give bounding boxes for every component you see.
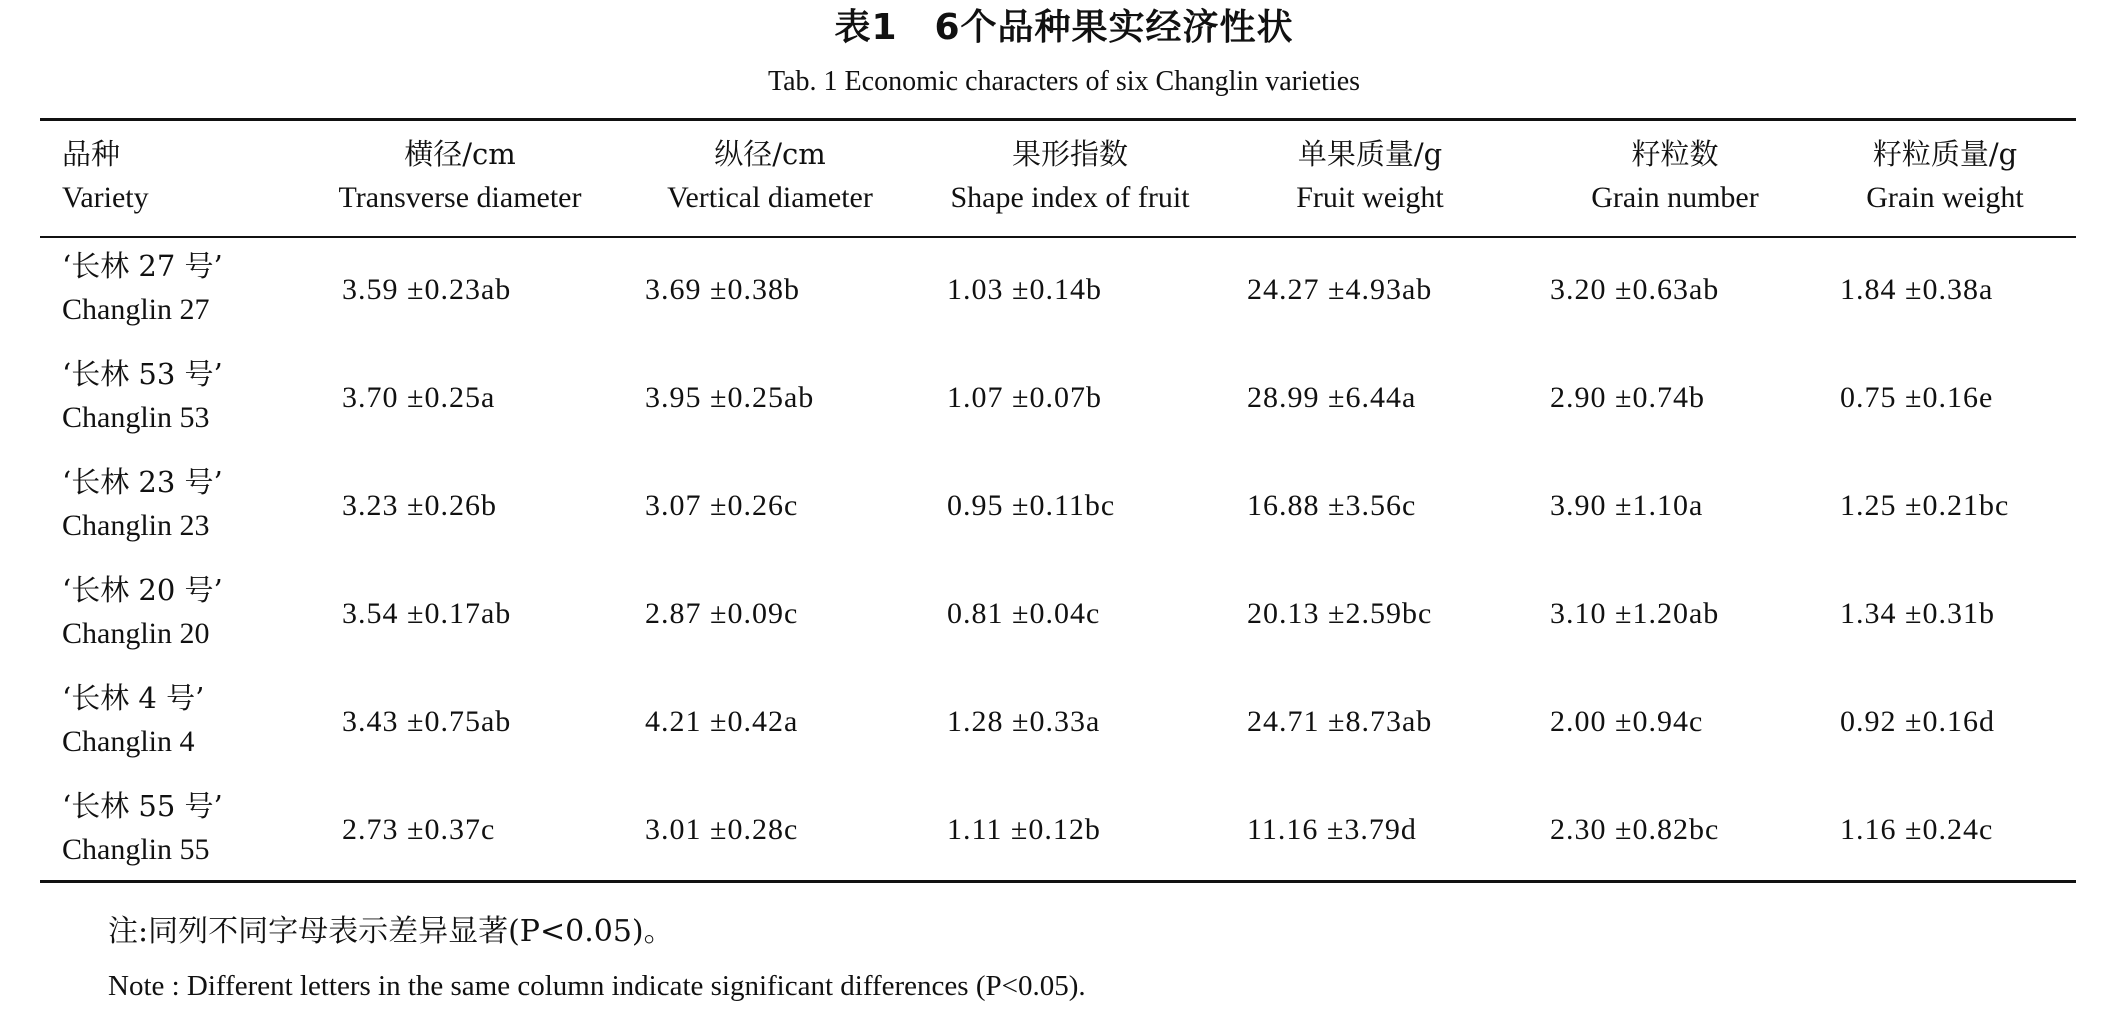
variety-cell [62, 352, 223, 440]
column-header-en: Grain weight [1866, 181, 2024, 214]
variety-name-cn: ‘长林 4 号’ [62, 681, 205, 715]
table-cell-transverse: 3.23 ±0.26b [342, 489, 497, 522]
table-header-rule [40, 236, 2076, 238]
column-header-cn: 品种 [62, 137, 121, 171]
variety-name-cn: ‘长林 55 号’ [62, 789, 223, 823]
column-header-en: Fruit weight [1296, 181, 1444, 214]
table-cell-grain-number: 3.20 ±0.63ab [1550, 273, 1720, 306]
table-cell-shape-index: 1.03 ±0.14b [947, 273, 1102, 306]
column-header-en: Variety [62, 181, 149, 214]
table-cell-vertical: 3.95 ±0.25ab [645, 381, 815, 414]
variety-cell [62, 460, 223, 548]
table-cell-fruit-weight: 24.27 ±4.93ab [1247, 273, 1433, 306]
table-cell-shape-index: 1.28 ±0.33a [947, 705, 1101, 738]
variety-name-cn: ‘长林 23 号’ [62, 465, 223, 499]
column-header-grain-number [1550, 132, 1800, 220]
table-cell-shape-index: 1.11 ±0.12b [947, 813, 1101, 846]
table-cell-grain-weight: 0.92 ±0.16d [1840, 705, 1995, 738]
table-cell-vertical: 4.21 ±0.42a [645, 705, 799, 738]
table-cell-vertical: 3.07 ±0.26c [645, 489, 799, 522]
table-cell-fruit-weight: 20.13 ±2.59bc [1247, 597, 1433, 630]
table-cell-shape-index: 1.07 ±0.07b [947, 381, 1102, 414]
table-cell-transverse: 2.73 ±0.37c [342, 813, 496, 846]
table-cell-vertical: 3.01 ±0.28c [645, 813, 799, 846]
column-header-cn: 纵径/cm [714, 137, 826, 171]
table-cell-vertical: 3.69 ±0.38b [645, 273, 800, 306]
table-cell-transverse: 3.59 ±0.23ab [342, 273, 512, 306]
column-header-variety [62, 132, 149, 220]
column-header-cn: 籽粒数 [1631, 137, 1719, 171]
column-header-cn: 果形指数 [1011, 137, 1128, 171]
variety-name-en: Changlin 27 [62, 293, 210, 326]
variety-name-cn: ‘长林 20 号’ [62, 573, 223, 607]
column-header-en: Vertical diameter [667, 181, 873, 214]
column-header-en: Shape index of fruit [950, 181, 1190, 214]
column-header-en: Transverse diameter [338, 181, 582, 214]
table-cell-grain-number: 2.90 ±0.74b [1550, 381, 1705, 414]
column-header-cn: 籽粒质量/g [1872, 137, 2018, 171]
table-cell-grain-number: 2.00 ±0.94c [1550, 705, 1704, 738]
table-cell-transverse: 3.54 ±0.17ab [342, 597, 512, 630]
table-cell-transverse: 3.70 ±0.25a [342, 381, 496, 414]
variety-cell [62, 784, 223, 872]
table-cell-shape-index: 0.81 ±0.04c [947, 597, 1101, 630]
table-note-en: Note : Different letters in the same column indicate significant differences (P<0.05). [108, 970, 1086, 1002]
table-title-cn: 表1 6个品种果实经济性状 [834, 7, 1294, 48]
column-header-cn: 横径/cm [404, 137, 516, 171]
table-cell-grain-number: 3.90 ±1.10a [1550, 489, 1704, 522]
column-header-cn: 单果质量/g [1297, 137, 1443, 171]
table-cell-vertical: 2.87 ±0.09c [645, 597, 799, 630]
table-cell-fruit-weight: 16.88 ±3.56c [1247, 489, 1417, 522]
table-cell-fruit-weight: 11.16 ±3.79d [1247, 813, 1417, 846]
column-header-shape-index [925, 132, 1215, 220]
variety-cell [62, 676, 204, 764]
table-cell-shape-index: 0.95 ±0.11bc [947, 489, 1116, 522]
column-header-grain-weight [1835, 132, 2055, 220]
column-header-en: Grain number [1591, 181, 1759, 214]
column-header-fruit-weight [1245, 132, 1495, 220]
table-cell-fruit-weight: 28.99 ±6.44a [1247, 381, 1417, 414]
variety-name-en: Changlin 4 [62, 725, 195, 758]
variety-name-en: Changlin 20 [62, 617, 210, 650]
column-header-vertical-diameter [640, 132, 900, 220]
variety-name-en: Changlin 53 [62, 401, 210, 434]
variety-cell [62, 568, 223, 656]
column-header-transverse-diameter [320, 132, 600, 220]
table-note-cn: 注:同列不同字母表示差异显著(P<0.05)。 [108, 914, 674, 949]
table-cell-grain-weight: 1.25 ±0.21bc [1840, 489, 2010, 522]
variety-name-en: Changlin 23 [62, 509, 210, 542]
table-cell-transverse: 3.43 ±0.75ab [342, 705, 512, 738]
table-cell-grain-weight: 0.75 ±0.16e [1840, 381, 1994, 414]
table-cell-fruit-weight: 24.71 ±8.73ab [1247, 705, 1433, 738]
table-cell-grain-weight: 1.16 ±0.24c [1840, 813, 1994, 846]
variety-name-cn: ‘长林 27 号’ [62, 249, 223, 283]
table-cell-grain-weight: 1.84 ±0.38a [1840, 273, 1994, 306]
table-cell-grain-number: 2.30 ±0.82bc [1550, 813, 1720, 846]
table-title-en: Tab. 1 Economic characters of six Changlin varieties [767, 66, 1361, 97]
table-cell-grain-weight: 1.34 ±0.31b [1840, 597, 1995, 630]
variety-name-en: Changlin 55 [62, 833, 210, 866]
table-cell-grain-number: 3.10 ±1.20ab [1550, 597, 1720, 630]
variety-name-cn: ‘长林 53 号’ [62, 357, 223, 391]
variety-cell [62, 244, 223, 332]
table-bottom-rule [40, 880, 2076, 883]
table-top-rule [40, 118, 2076, 121]
